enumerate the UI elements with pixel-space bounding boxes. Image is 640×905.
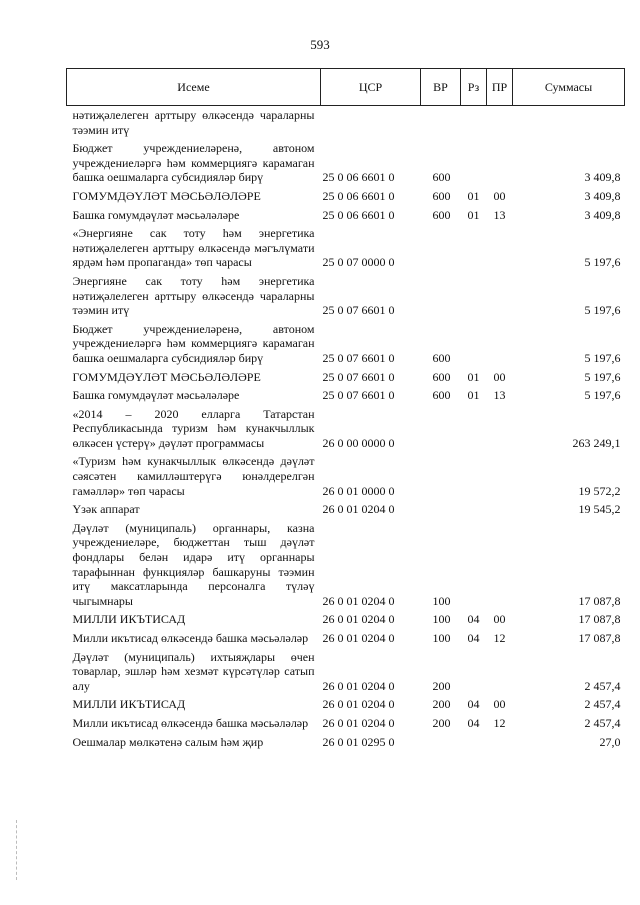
cell-pr: 00 [493, 612, 506, 627]
cell-pr: 00 [493, 697, 506, 712]
table-row [67, 139, 625, 187]
cell-sum [513, 106, 625, 140]
table-row [67, 224, 625, 272]
cell-vr: 600 [432, 170, 451, 185]
page-number: 593 [310, 37, 330, 52]
cell-rz [461, 452, 487, 500]
cell-vr: 100 [432, 631, 451, 645]
cell-pr: 00 [493, 369, 506, 384]
table-row [67, 610, 625, 629]
cell-vr: 200 [432, 697, 451, 712]
cell-rz: 04 [467, 715, 480, 730]
cell-sum: 27,0 [599, 734, 621, 749]
cell-csr: 25 0 07 6601 0 [322, 350, 395, 365]
cell-name: Үзәк аппарат [72, 502, 140, 517]
cell-name: Бюджет учреждениеләренә, автоном учреждениеләргә һәм коммерциягә карамаган башка оешмаларга субсидияләр бирү [72, 321, 315, 365]
cell-rz [461, 320, 487, 368]
table-row [67, 405, 625, 453]
cell-name: «Туризм һәм кунакчыллык өлкәсендә дәүләт сәясәтен камилләштерүгә юнәлдерелгән гамәлләр» төп чарасы [72, 454, 315, 498]
cell-vr [421, 224, 461, 272]
table-row [67, 500, 625, 519]
cell-sum: 5 197,6 [584, 255, 621, 270]
header-csr: ЦСР [321, 69, 421, 106]
cell-rz [461, 139, 487, 187]
margin-mark [16, 820, 18, 880]
table-row [67, 368, 625, 387]
table-header-row [67, 69, 625, 106]
table-row [67, 648, 625, 696]
cell-vr: 600 [432, 350, 451, 365]
cell-csr: 26 0 01 0000 0 [322, 483, 395, 498]
table-row [67, 733, 625, 752]
table-row [67, 629, 625, 648]
cell-sum: 17 087,8 [578, 612, 621, 627]
cell-csr: 25 0 06 6601 0 [322, 207, 395, 222]
cell-vr [421, 500, 461, 519]
cell-pr [487, 224, 513, 272]
cell-pr [487, 733, 513, 752]
cell-csr: 26 0 01 0295 0 [322, 734, 395, 749]
cell-pr: 12 [493, 715, 506, 730]
header-pr: ПР [487, 69, 513, 106]
cell-name: Дәүләт (муниципаль) ихтыяҗлары өчен товарлар, эшләр һәм хезмәт күрсәтүләр сатып алу [72, 649, 315, 693]
cell-name: Милли икътисад өлкәсендә башка мәсьәләләр [72, 715, 309, 730]
cell-csr: 26 0 01 0204 0 [322, 678, 395, 693]
cell-sum: 17 087,8 [578, 631, 621, 645]
cell-rz [461, 500, 487, 519]
cell-pr [487, 106, 513, 140]
cell-name: Дәүләт (муниципаль) органнары, казна учреждениеләре, бюджеттан тыш дәүләт фондлары белән идарә итү органнары тарафыннан функцияләр башкаруны тәэмин итү максатларында персоналга түләү чыгымнары [72, 520, 315, 608]
cell-rz: 01 [467, 207, 480, 222]
cell-rz: 01 [467, 369, 480, 384]
cell-csr: 25 0 07 6601 0 [322, 303, 395, 318]
cell-vr [421, 452, 461, 500]
table-row [67, 187, 625, 206]
cell-rz: 04 [467, 612, 480, 627]
cell-name: Башка гомумдәүләт мәсьәләләре [72, 388, 240, 403]
cell-rz [461, 648, 487, 696]
cell-csr: 26 0 01 0204 0 [322, 593, 395, 608]
cell-name: МИЛЛИ ИКЪТИСАД [72, 612, 186, 627]
cell-pr [487, 500, 513, 519]
cell-sum: 19 545,2 [578, 502, 621, 517]
cell-sum: 2 457,4 [584, 678, 621, 693]
cell-name: ГОМУМДӘҮЛӘТ МӘСЬӘЛӘЛӘРЕ [72, 369, 261, 384]
cell-vr [421, 106, 461, 140]
cell-csr: 26 0 01 0204 0 [322, 612, 395, 627]
header-sum: Суммасы [513, 69, 625, 106]
cell-name: Оешмалар мөлкәтенә салым һәм җир [72, 734, 264, 749]
cell-sum: 5 197,6 [584, 369, 621, 384]
cell-rz [461, 106, 487, 140]
cell-vr: 100 [432, 593, 451, 608]
cell-vr: 100 [432, 612, 451, 627]
cell-sum: 5 197,6 [584, 303, 621, 318]
cell-rz: 04 [467, 631, 480, 645]
cell-vr [421, 272, 461, 320]
cell-sum: 2 457,4 [584, 715, 621, 730]
cell-name: нәтиҗәлелеген арттыру өлкәсендә чараларны тәэмин итү [72, 108, 315, 137]
cell-vr: 200 [432, 678, 451, 693]
cell-csr: 26 0 01 0204 0 [322, 502, 395, 517]
cell-sum: 2 457,4 [584, 697, 621, 712]
cell-name: «Энергияне сак тоту һәм энергетика нәтиҗәлелеген арттыру өлкәсендә мәгълүмати ярдәм һәм пропаганда» төп чарасы [72, 226, 315, 270]
cell-pr [487, 452, 513, 500]
cell-rz [461, 224, 487, 272]
cell-rz: 04 [467, 697, 480, 712]
cell-csr: 25 0 06 6601 0 [322, 188, 395, 203]
cell-pr [487, 320, 513, 368]
cell-name: Милли икътисад өлкәсендә башка мәсьәләләр [72, 631, 309, 645]
cell-sum: 3 409,8 [584, 207, 621, 222]
cell-rz [461, 272, 487, 320]
table-row [67, 452, 625, 500]
table-row [67, 714, 625, 733]
table-row [67, 272, 625, 320]
cell-sum: 263 249,1 [572, 435, 621, 450]
cell-pr: 12 [493, 631, 506, 645]
cell-pr: 00 [493, 188, 506, 203]
cell-pr [487, 139, 513, 187]
header-name: Исеме [67, 69, 321, 106]
cell-csr: 25 0 07 6601 0 [322, 388, 395, 403]
cell-name: ГОМУМДӘҮЛӘТ МӘСЬӘЛӘЛӘРЕ [72, 188, 261, 203]
table-row [67, 519, 625, 611]
table-row [67, 206, 625, 225]
cell-csr: 25 0 06 6601 0 [322, 170, 395, 185]
cell-vr: 600 [432, 369, 451, 384]
cell-sum: 5 197,6 [584, 350, 621, 365]
cell-name: Бюджет учреждениеләренә, автоном учреждениеләргә һәм коммерциягә карамаган башка оешмаларга субсидияләр бирү [72, 141, 315, 185]
cell-csr: 26 0 00 0000 0 [322, 435, 395, 450]
table-body [67, 106, 625, 752]
header-rz: Рз [461, 69, 487, 106]
cell-name: «2014 – 2020 елларга Татарстан Республикасында туризм һәм кунакчыллык өлкәсен үстерү» дәүләт программасы [72, 406, 315, 450]
cell-rz [461, 405, 487, 453]
budget-table [66, 68, 625, 751]
cell-vr: 600 [432, 188, 451, 203]
cell-pr [487, 519, 513, 611]
cell-pr [487, 648, 513, 696]
table-row [67, 386, 625, 405]
cell-csr: 26 0 01 0204 0 [322, 631, 395, 645]
cell-sum: 3 409,8 [584, 170, 621, 185]
cell-pr: 13 [493, 388, 506, 403]
cell-csr: 26 0 01 0204 0 [322, 697, 395, 712]
header-vr: ВР [421, 69, 461, 106]
cell-csr [321, 106, 421, 140]
cell-name: Башка гомумдәүләт мәсьәләләре [72, 207, 240, 222]
cell-sum: 17 087,8 [578, 593, 621, 608]
cell-csr: 25 0 07 0000 0 [322, 255, 395, 270]
cell-vr: 600 [432, 388, 451, 403]
cell-name: Энергияне сак тоту һәм энергетика нәтиҗәлелеген арттыру өлкәсендә чараларны тәэмин итү [72, 273, 315, 318]
cell-rz: 01 [467, 188, 480, 203]
table-row [67, 106, 625, 140]
cell-sum: 5 197,6 [584, 388, 621, 403]
cell-vr [421, 405, 461, 453]
cell-sum: 3 409,8 [584, 188, 621, 203]
cell-sum: 19 572,2 [578, 483, 621, 498]
cell-rz [461, 733, 487, 752]
cell-pr: 13 [493, 207, 506, 222]
cell-csr: 26 0 01 0204 0 [322, 715, 395, 730]
table-row [67, 695, 625, 714]
table-row [67, 320, 625, 368]
cell-pr [487, 272, 513, 320]
cell-rz [461, 519, 487, 611]
cell-vr: 200 [432, 715, 451, 730]
cell-vr: 600 [432, 207, 451, 222]
cell-rz: 01 [467, 388, 480, 403]
cell-vr [421, 733, 461, 752]
cell-pr [487, 405, 513, 453]
cell-name: МИЛЛИ ИКЪТИСАД [72, 697, 186, 712]
cell-csr: 25 0 07 6601 0 [322, 369, 395, 384]
